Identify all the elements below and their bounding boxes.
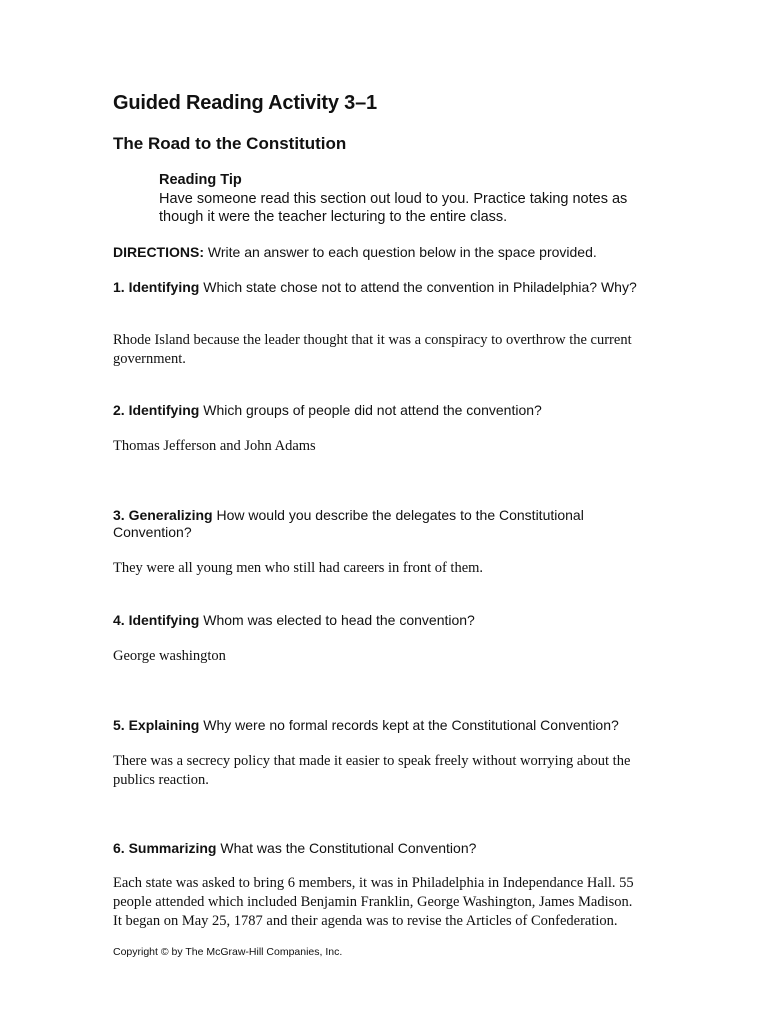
- reading-tip-heading: Reading Tip: [159, 172, 242, 188]
- question-label: 5. Explaining: [113, 717, 200, 733]
- question-3: [113, 507, 653, 541]
- answer-4: [113, 647, 663, 666]
- question-4: [113, 612, 653, 629]
- answer-5: [113, 752, 663, 790]
- question-label: 2. Identifying: [113, 402, 200, 418]
- answer-line: They were all young men who still had careers in front of them.: [113, 560, 484, 576]
- answer-line: Rhode Island because the leader thought that it was a conspiracy to overthrow the current: [113, 332, 632, 348]
- answer-line: Thomas Jefferson and John Adams: [113, 438, 316, 454]
- answer-1: [113, 331, 663, 369]
- question-1: [113, 279, 653, 296]
- question-6: [113, 840, 653, 857]
- question-label: 3. Generalizing: [113, 507, 213, 523]
- answer-6: [113, 874, 663, 931]
- question-text: How would you describe the delegates to the Constitutional: [212, 507, 584, 523]
- question-text: Which groups of people did not attend the convention?: [199, 402, 542, 418]
- reading-tip-line: Have someone read this section out loud to you. Practice taking notes as: [159, 191, 628, 207]
- question-2: [113, 402, 653, 419]
- question-5: [113, 717, 653, 734]
- question-line: Convention?: [113, 524, 192, 540]
- answer-line: Each state was asked to bring 6 members, it was in Philadelphia in Independance Hall. 55: [113, 875, 634, 891]
- answer-2: [113, 437, 663, 456]
- answer-line: George washington: [113, 648, 226, 664]
- question-text: Why were no formal records kept at the Constitutional Convention?: [199, 717, 619, 733]
- directions: [113, 244, 597, 260]
- answer-line: There was a secrecy policy that made it easier to speak freely without worrying about the: [113, 753, 631, 769]
- answer-line: government.: [113, 351, 186, 367]
- answer-line: people attended which included Benjamin Franklin, George Washington, James Madison.: [113, 894, 633, 910]
- question-label: 6. Summarizing: [113, 840, 217, 856]
- copyright-footer: Copyright © by The McGraw-Hill Companies, Inc.: [113, 946, 343, 958]
- question-text: What was the Constitutional Convention?: [216, 840, 477, 856]
- answer-line: publics reaction.: [113, 772, 209, 788]
- page-subtitle: The Road to the Constitution: [113, 134, 347, 153]
- reading-tip-text: [159, 190, 679, 226]
- reading-tip-line: though it were the teacher lecturing to the entire class.: [159, 209, 508, 225]
- question-label: 1. Identifying: [113, 279, 200, 295]
- directions-label: DIRECTIONS:: [113, 244, 204, 260]
- question-text: Whom was elected to head the convention?: [199, 612, 475, 628]
- answer-3: [113, 559, 663, 578]
- directions-text: Write an answer to each question below in the space provided.: [204, 244, 597, 260]
- page-title: Guided Reading Activity 3–1: [113, 92, 377, 114]
- question-text: Which state chose not to attend the convention in Philadelphia? Why?: [199, 279, 637, 295]
- answer-line: It began on May 25, 1787 and their agenda was to revise the Articles of Confederation.: [113, 913, 618, 929]
- question-line: [113, 507, 653, 524]
- question-label: 4. Identifying: [113, 612, 200, 628]
